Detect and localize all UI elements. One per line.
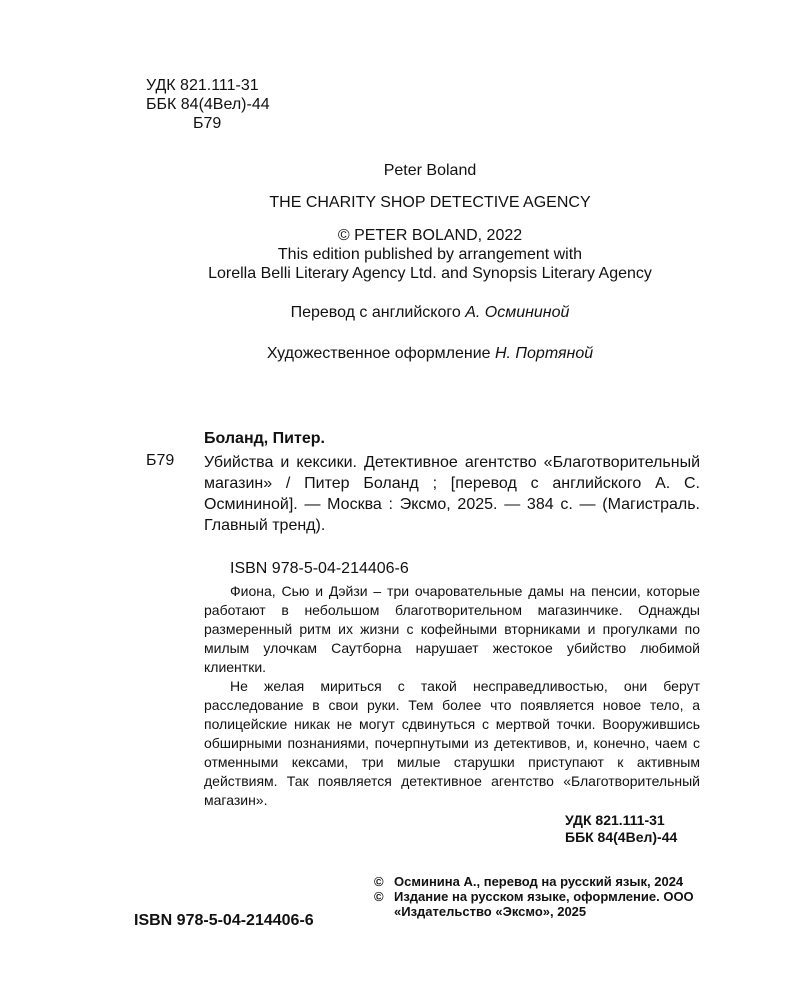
annotation-paragraph: Фиона, Сью и Дэйзи – три очаровательные дамы на пенсии, которые работают в небольшом благотворительном магазинчике. Однажды размеренный ритм их жизни с кофейными вторниками и прогулками по милым улочкам Саутборна нарушает жестокое убийство любимой клиентки.	[204, 583, 700, 675]
copyright-icon: ©	[374, 874, 384, 889]
translation-credit	[100, 304, 760, 322]
isbn: ISBN 978-5-04-214406-6	[230, 560, 409, 577]
udk-code: УДК 821.111-31	[146, 77, 259, 94]
footer-bbk: ББК 84(4Вел)-44	[565, 829, 678, 845]
copyright-edition	[374, 889, 714, 919]
footer-isbn: ISBN 978-5-04-214406-6	[134, 912, 314, 929]
bibliographic-code: Б79	[146, 452, 175, 469]
original-author: Peter Boland	[383, 162, 477, 179]
classification-codes	[146, 76, 270, 133]
designer-name: Н. Портяной	[494, 345, 594, 362]
copyright-translation-text: Осминина А., перевод на русский язык, 2024	[394, 874, 684, 889]
annotation	[204, 582, 700, 810]
translator-name: А. Осмининой	[465, 304, 570, 321]
original-copyright: © PETER BOLAND, 2022	[337, 227, 523, 244]
footer-udk: УДК 821.111-31	[565, 812, 665, 828]
design-label: Художественное оформление	[266, 345, 491, 362]
author-mark: Б79	[193, 115, 222, 132]
copyright-icon: ©	[374, 889, 384, 904]
copyright-block	[374, 874, 714, 919]
copyright-edition-text: Издание на русском языке, оформление. ООО «Издательство «Эксмо», 2025	[394, 889, 694, 919]
copyright-translation	[374, 874, 714, 889]
bbk-code: ББК 84(4Вел)-44	[146, 96, 270, 113]
design-credit	[100, 345, 760, 363]
bibliographic-description: Убийства и кексики. Детективное агентство «Благотворительный магазин» / Питер Боланд ; [перевод с английского А. С. Осмининой]. — Москва : Эксмо, 2025. — 384 с. — (Магистраль. Главный тренд).	[204, 454, 700, 534]
footer-codes	[565, 812, 677, 846]
literary-agencies: Lorella Belli Literary Agency Ltd. and Synopsis Literary Agency	[208, 265, 652, 282]
translation-label: Перевод с английского	[290, 304, 461, 321]
original-title: THE CHARITY SHOP DETECTIVE AGENCY	[269, 194, 591, 211]
annotation-paragraph: Не желая мириться с такой несправедливостью, они берут расследование в свои руки. Тем более что появляется новое тело, а полицейские никак не могут сдвинуться с мертвой точки. Вооружившись обширными познаниями, почерпнутыми из детективов, и, конечно, чаем с отменными кексами, три милые старушки приступают к активным действиям. Так появляется детективное агентство «Благотворительный магазин».	[204, 678, 700, 808]
edition-note: This edition published by arrangement with	[277, 246, 583, 263]
bibliographic-author: Боланд, Питер.	[204, 430, 325, 447]
original-rights	[100, 226, 760, 283]
